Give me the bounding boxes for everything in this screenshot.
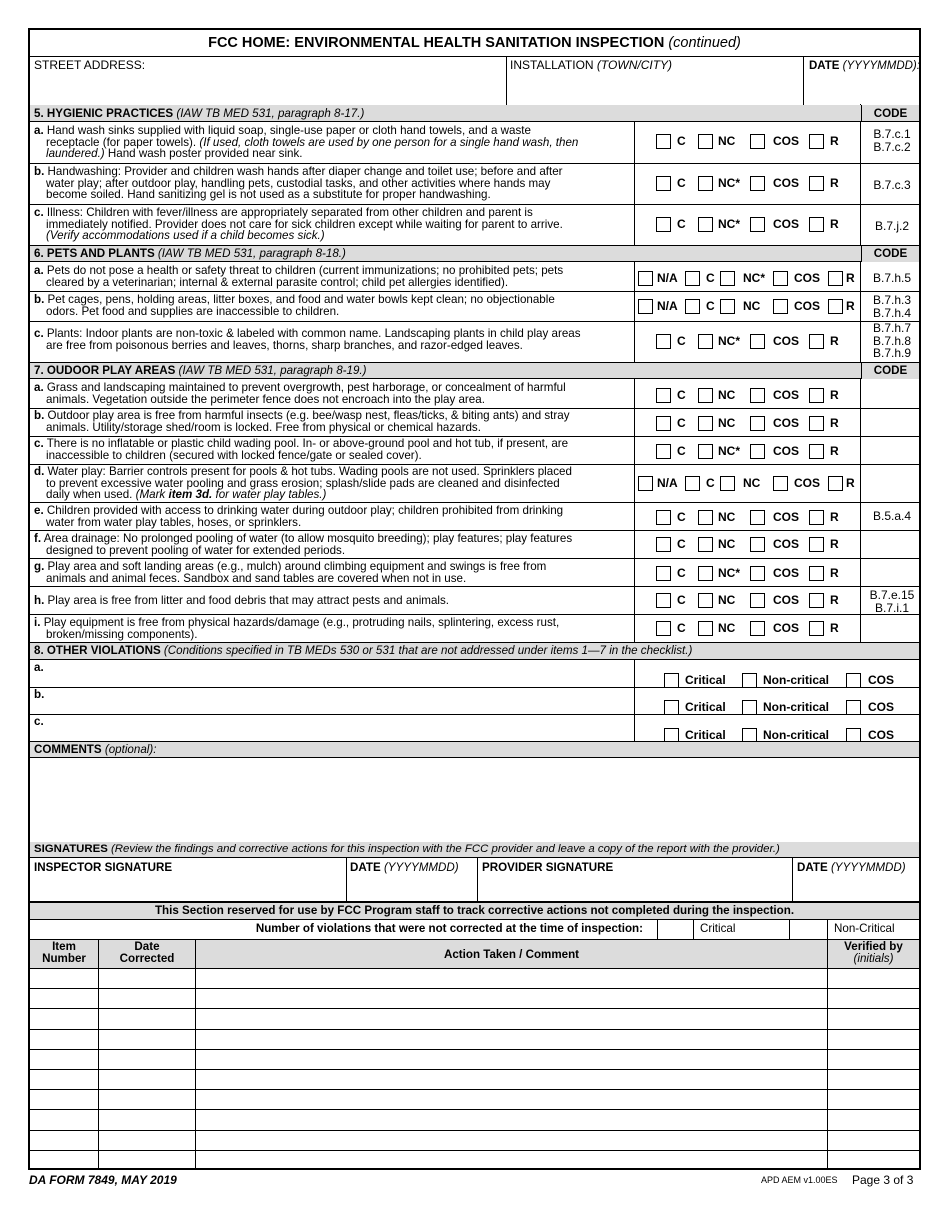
option-label-s5b-r: R [830, 176, 839, 190]
item-5c: c. Illness: Children with fever/illness are appropriately separated from other children and parent is immediately notified. Provider does not care for sick children except while waiting for parent to arrive. (Verify accommodations used if a child becomes sick.) [34, 206, 563, 243]
option-label-s6b-na: N/A [657, 299, 678, 313]
checkbox-s7a-c[interactable] [656, 388, 671, 403]
non-critical-count-field[interactable] [790, 920, 826, 938]
col-date-corrected: Date Corrected [119, 940, 175, 965]
checkbox-s7f-c[interactable] [656, 537, 671, 552]
option-label-s7c-c: C [677, 444, 686, 458]
checkbox-s7d-cos[interactable] [773, 476, 788, 491]
checkbox-s7b-cos[interactable] [750, 416, 765, 431]
checkbox-s6c-c[interactable] [656, 334, 671, 349]
option-label-s6c-c: C [677, 334, 686, 348]
table-row[interactable] [30, 1110, 919, 1129]
option-label-s7f-cos: COS [773, 537, 800, 551]
option-label-s7i-c: C [677, 621, 686, 635]
option-label-s7i-cos: COS [773, 621, 800, 635]
checkbox-s7i-r[interactable] [809, 621, 824, 636]
checkbox-s5b-cos[interactable] [750, 176, 765, 191]
option-label-s7i-r: R [830, 621, 839, 635]
option-label-8b-critical: Critical [685, 700, 726, 714]
option-label-s5b-nc_star: NC* [718, 176, 741, 190]
col-action-taken: Action Taken / Comment [443, 948, 580, 961]
checkbox-8a-critical[interactable] [664, 673, 679, 688]
checkbox-8b-cos[interactable] [846, 700, 861, 715]
comments-label: COMMENTS [34, 743, 102, 756]
checkbox-s7i-cos[interactable] [750, 621, 765, 636]
table-row[interactable] [30, 1049, 919, 1068]
code-5c: B.7.j.2 [874, 219, 910, 233]
checkbox-s7g-nc_star[interactable] [698, 566, 713, 581]
comments-header [30, 742, 919, 758]
code-6b: B.7.h.3 B.7.h.4 [872, 293, 912, 320]
checkbox-s7d-r[interactable] [828, 476, 843, 491]
checkbox-8a-non-critical[interactable] [742, 673, 757, 688]
checkbox-s6a-cos[interactable] [773, 271, 788, 286]
date-label: DATE [809, 60, 840, 72]
option-label-s5c-nc_star: NC* [718, 217, 741, 231]
option-label-s6c-nc_star: NC* [718, 334, 741, 348]
option-label-s7a-r: R [830, 388, 839, 402]
option-label-s7d-cos: COS [794, 476, 821, 490]
checkbox-s7c-r[interactable] [809, 444, 824, 459]
checkbox-s6c-cos[interactable] [750, 334, 765, 349]
checkbox-s7a-r[interactable] [809, 388, 824, 403]
option-label-8c-cos: COS [868, 728, 895, 742]
item-7d: d. Water play: Barrier controls present for pools & hot tubs. Wading pools are not used. Sprinklers placed to prevent excessive water pooling and grass erosion; splash/slide pads are cleaned and disinfected daily when used. (Mark item 3d. for water play tables.) [34, 465, 572, 502]
date-format-label: (YYYYMMDD): [842, 60, 920, 72]
checkbox-s7h-r[interactable] [809, 593, 824, 608]
option-label-s7d-c: C [706, 476, 715, 490]
provider-date-field[interactable]: DATE (YYYYMMDD) [797, 861, 906, 874]
checkbox-s6b-nc[interactable] [720, 299, 735, 314]
code-header-6: CODE [861, 246, 919, 262]
checkbox-s6a-nc_star[interactable] [720, 271, 735, 286]
checkbox-s7e-r[interactable] [809, 510, 824, 525]
signatures-label: SIGNATURES [34, 843, 108, 855]
checkbox-s7c-c[interactable] [656, 444, 671, 459]
table-row[interactable] [30, 1089, 919, 1108]
provider-signature-label: PROVIDER SIGNATURE [482, 861, 614, 874]
option-label-s5a-cos: COS [773, 134, 800, 148]
option-label-s6a-cos: COS [794, 271, 821, 285]
form-version: APD AEM v1.00ES [761, 1175, 838, 1185]
option-label-s7b-nc: NC [718, 416, 736, 430]
section-6-ref: (IAW TB MED 531, paragraph 8-18.) [157, 247, 346, 260]
table-row[interactable] [30, 1009, 919, 1028]
option-label-s7a-c: C [677, 388, 686, 402]
checkbox-8b-critical[interactable] [664, 700, 679, 715]
checkbox-s7a-nc[interactable] [698, 388, 713, 403]
item-7i: i. Play equipment is free from physical hazards/damage (e.g., protruding nails, splintering, excess rust, broken/missing components). [34, 616, 560, 641]
item-7h: h. Play area is free from litter and food debris that may attract pests and animals. [34, 594, 450, 607]
checkbox-s5b-nc_star[interactable] [698, 176, 713, 191]
option-label-s7d-nc: NC [743, 476, 761, 490]
option-label-s7c-nc_star: NC* [718, 444, 741, 458]
inspection-form [28, 28, 921, 1170]
option-label-s7g-nc_star: NC* [718, 566, 741, 580]
checkbox-s6b-cos[interactable] [773, 299, 788, 314]
code-5a: B.7.c.1 B.7.c.2 [873, 127, 911, 154]
checkbox-s7e-nc[interactable] [698, 510, 713, 525]
option-label-s7a-cos: COS [773, 388, 800, 402]
item-6a: a. Pets do not pose a health or safety threat to children (current immunizations; no prohibited pets; pets cleared by a veterinarian; internal & external parasite control; child pet allergies identified). [34, 264, 564, 289]
code-7h: B.7.e.15 B.7.i.1 [869, 588, 915, 615]
checkbox-s7d-c[interactable] [685, 476, 700, 491]
installation-label: INSTALLATION [510, 58, 594, 72]
checkbox-s7f-nc[interactable] [698, 537, 713, 552]
checkbox-s7b-c[interactable] [656, 416, 671, 431]
option-label-8b-non-critical: Non-critical [763, 700, 830, 714]
section-7-title: 7. OUDOOR PLAY AREAS [34, 364, 176, 377]
option-label-s6a-na: N/A [657, 271, 678, 285]
option-label-8c-critical: Critical [685, 728, 726, 742]
table-row[interactable] [30, 1029, 919, 1048]
critical-count-label: Critical [700, 922, 736, 935]
checkbox-s7e-c[interactable] [656, 510, 671, 525]
item-7a: a. Grass and landscaping maintained to prevent overgrowth, pest harborage, or concealment of harmful animals. Vegetation outside the perimeter fence does not encroach into the play area. [34, 381, 566, 406]
option-label-s6a-c: C [706, 271, 715, 285]
non-critical-count-label: Non-Critical [834, 922, 895, 935]
installation-field[interactable] [510, 60, 800, 100]
inspector-signature-field[interactable] [34, 862, 344, 898]
date-field[interactable] [809, 61, 921, 101]
checkbox-s7c-cos[interactable] [750, 444, 765, 459]
violations-count-label: Number of violations that were not corrected at the time of inspection: [255, 922, 643, 935]
option-label-8a-non-critical: Non-critical [763, 673, 830, 687]
checkbox-s7a-cos[interactable] [750, 388, 765, 403]
option-label-s7h-r: R [830, 593, 839, 607]
option-label-s7b-c: C [677, 416, 686, 430]
checkbox-s5a-nc[interactable] [698, 134, 713, 149]
option-label-s6b-nc: NC [743, 299, 761, 313]
option-label-s7e-c: C [677, 510, 686, 524]
option-label-s7e-r: R [830, 510, 839, 524]
option-label-s7a-nc: NC [718, 388, 736, 402]
table-row[interactable] [30, 988, 919, 1007]
option-label-s7f-c: C [677, 537, 686, 551]
checkbox-s5a-cos[interactable] [750, 134, 765, 149]
option-label-s5b-c: C [677, 176, 686, 190]
checkbox-s6a-r[interactable] [828, 271, 843, 286]
option-label-s5a-r: R [830, 134, 839, 148]
signatures-hint: (Review the findings and corrective actions for this inspection with the FCC provider and leave a copy of the report with the provider.) [111, 843, 780, 855]
provider-signature-field[interactable] [482, 862, 790, 898]
option-label-s5c-cos: COS [773, 217, 800, 231]
option-label-s6b-c: C [706, 299, 715, 313]
checkbox-s5c-cos[interactable] [750, 217, 765, 232]
checkbox-s5a-r[interactable] [809, 134, 824, 149]
option-label-s5a-nc: NC [718, 134, 736, 148]
checkbox-s5a-c[interactable] [656, 134, 671, 149]
checkbox-s5b-c[interactable] [656, 176, 671, 191]
checkbox-8b-non-critical[interactable] [742, 700, 757, 715]
checkbox-s7h-c[interactable] [656, 593, 671, 608]
table-row[interactable] [30, 968, 919, 987]
staff-section-banner: This Section reserved for use by FCC Program staff to track corrective actions not completed during the inspection. [30, 903, 919, 919]
option-label-s7g-c: C [677, 566, 686, 580]
checkbox-s7g-c[interactable] [656, 566, 671, 581]
checkbox-s7i-c[interactable] [656, 621, 671, 636]
checkbox-s7h-nc[interactable] [698, 593, 713, 608]
table-row[interactable] [30, 1150, 919, 1169]
item-6c: c. Plants: Indoor plants are non-toxic & labeled with common name. Landscaping plants in child play areas are free from poisonous berries and leaves, thorns, sharp branches, and razor-edged leaves. [34, 327, 581, 352]
item-5b: b. Handwashing: Provider and children wash hands after diaper change and toilet use; before and after water play; after outdoor play, handling pets, custodial tasks, and other activities where hands may become soiled. Hand sanitizing gel is not used as a substitute for proper handwashing. [34, 165, 563, 202]
installation-sub-label: (TOWN/CITY) [596, 58, 673, 72]
code-header-7: CODE [861, 363, 919, 379]
section-5-ref: (IAW TB MED 531, paragraph 8-17.) [176, 107, 365, 120]
option-label-s7d-na: N/A [657, 476, 678, 490]
option-label-s6c-cos: COS [773, 334, 800, 348]
option-label-s7g-cos: COS [773, 566, 800, 580]
checkbox-s6c-r[interactable] [809, 334, 824, 349]
checkbox-s7d-nc[interactable] [720, 476, 735, 491]
inspector-date-field[interactable]: DATE (YYYYMMDD) [350, 861, 459, 874]
option-label-8c-non-critical: Non-critical [763, 728, 830, 742]
option-label-s7c-r: R [830, 444, 839, 458]
form-title-text: FCC HOME: ENVIRONMENTAL HEALTH SANITATION INSPECTION [208, 35, 665, 51]
code-7e: B.5.a.4 [872, 509, 912, 523]
checkbox-s6a-na[interactable] [638, 271, 653, 286]
checkbox-8a-cos[interactable] [846, 673, 861, 688]
item-6b: b. Pet cages, pens, holding areas, litter boxes, and food and water bowls kept clean; no objectionable odors. Pet food and supplies are inaccessible to children. [34, 293, 555, 318]
comments-hint: (optional): [104, 743, 157, 756]
col-item-number: Item Number [42, 940, 86, 965]
form-number: DA FORM 7849, MAY 2019 [29, 1173, 177, 1187]
option-label-s5a-c: C [677, 134, 686, 148]
option-label-s7c-cos: COS [773, 444, 800, 458]
option-label-s5c-r: R [830, 217, 839, 231]
comments-field[interactable] [30, 759, 919, 841]
checkbox-s6b-r[interactable] [828, 299, 843, 314]
item-7f: f. Area drainage: No prolonged pooling of water (to allow mosquito breeding); play features; play features designed to prevent pooling of water for extended periods. [34, 532, 573, 557]
item-7c: c. There is no inflatable or plastic child wading pool. In- or above-ground pool and hot tub, if present, are inaccessible to children (secured with locked fence/gate or sealed cover). [34, 437, 569, 462]
option-label-8a-critical: Critical [685, 673, 726, 687]
col-verified-by: Verified by (initials) [844, 940, 903, 965]
checkbox-s7i-nc[interactable] [698, 621, 713, 636]
code-6a: B.7.h.5 [872, 271, 912, 285]
section-5-title: 5. HYGIENIC PRACTICES [34, 107, 174, 120]
other-violation-b[interactable]: b. [34, 688, 45, 701]
checkbox-s7f-r[interactable] [809, 537, 824, 552]
option-label-s7f-nc: NC [718, 537, 736, 551]
option-label-s7h-nc: NC [718, 593, 736, 607]
option-label-s6b-r: R [846, 299, 855, 313]
checkbox-s6b-c[interactable] [685, 299, 700, 314]
section-8-ref: (Conditions specified in TB MEDs 530 or 531 that are not addressed under items 1—7 in the checklist.) [163, 644, 693, 657]
checkbox-s5c-c[interactable] [656, 217, 671, 232]
option-label-s6a-r: R [846, 271, 855, 285]
checkbox-s7d-na[interactable] [638, 476, 653, 491]
option-label-8b-cos: COS [868, 700, 895, 714]
form-title [30, 30, 919, 56]
item-7g: g. Play area and soft landing areas (e.g., mulch) around climbing equipment and swings is free from animals and animal feces. Sandbox and sand tables are covered when not in use. [34, 560, 547, 585]
critical-count-field[interactable] [658, 920, 692, 938]
checkbox-s5c-nc_star[interactable] [698, 217, 713, 232]
option-label-s7i-nc: NC [718, 621, 736, 635]
checkbox-s7h-cos[interactable] [750, 593, 765, 608]
street-address-label: STREET ADDRESS: [34, 58, 146, 72]
form-title-suffix: (continued) [668, 35, 741, 51]
other-violation-c[interactable]: c. [34, 715, 44, 728]
checkbox-s7b-r[interactable] [809, 416, 824, 431]
option-label-s6b-cos: COS [794, 299, 821, 313]
code-6c: B.7.h.7 B.7.h.8 B.7.h.9 [872, 321, 912, 360]
table-row[interactable] [30, 1069, 919, 1088]
checkbox-s7b-nc[interactable] [698, 416, 713, 431]
table-row[interactable] [30, 1130, 919, 1149]
checkbox-s5b-r[interactable] [809, 176, 824, 191]
option-label-s7e-nc: NC [718, 510, 736, 524]
checkbox-s6c-nc_star[interactable] [698, 334, 713, 349]
option-label-s7g-r: R [830, 566, 839, 580]
code-5b: B.7.c.3 [873, 178, 911, 192]
page-number: Page 3 of 3 [852, 1173, 914, 1187]
code-header-5: CODE [861, 105, 919, 121]
option-label-s5b-cos: COS [773, 176, 800, 190]
option-label-s7d-r: R [846, 476, 855, 490]
checkbox-s5c-r[interactable] [809, 217, 824, 232]
option-label-s5c-c: C [677, 217, 686, 231]
option-label-s7h-c: C [677, 593, 686, 607]
item-7e: e. Children provided with access to drinking water during outdoor play; children prohibited from drinking water from water play tables, hoses, or sprinklers. [34, 504, 564, 529]
option-label-s6a-nc_star: NC* [743, 271, 766, 285]
inspector-signature-label: INSPECTOR SIGNATURE [34, 861, 173, 874]
checkbox-s7g-cos[interactable] [750, 566, 765, 581]
checkbox-s7e-cos[interactable] [750, 510, 765, 525]
street-address-field[interactable] [34, 60, 504, 100]
checkbox-s6b-na[interactable] [638, 299, 653, 314]
item-5a: a. Hand wash sinks supplied with liquid soap, single-use paper or cloth hand towels, and a waste receptacle (for paper towels). (If used, cloth towels are used by one person for a single hand wash, then laundered.) Hand wash poster provided near sink. [34, 124, 579, 161]
checkbox-s6a-c[interactable] [685, 271, 700, 286]
checkbox-s7c-nc_star[interactable] [698, 444, 713, 459]
option-label-s7e-cos: COS [773, 510, 800, 524]
option-label-s7b-r: R [830, 416, 839, 430]
option-label-s6c-r: R [830, 334, 839, 348]
checkbox-s7g-r[interactable] [809, 566, 824, 581]
option-label-8a-cos: COS [868, 673, 895, 687]
section-6-title: 6. PETS AND PLANTS [34, 247, 155, 260]
section-7-ref: (IAW TB MED 531, paragraph 8-19.) [178, 364, 367, 377]
checkbox-s7f-cos[interactable] [750, 537, 765, 552]
other-violation-a[interactable]: a. [34, 661, 44, 674]
section-8-title: 8. OTHER VIOLATIONS [34, 644, 161, 657]
option-label-s7h-cos: COS [773, 593, 800, 607]
option-label-s7f-r: R [830, 537, 839, 551]
option-label-s7b-cos: COS [773, 416, 800, 430]
item-7b: b. Outdoor play area is free from harmful insects (e.g. bee/wasp nest, fleas/ticks, & biting ants) and stray animals. Utility/storage shed/room is locked. Free from physical or chemical hazards. [34, 409, 570, 434]
